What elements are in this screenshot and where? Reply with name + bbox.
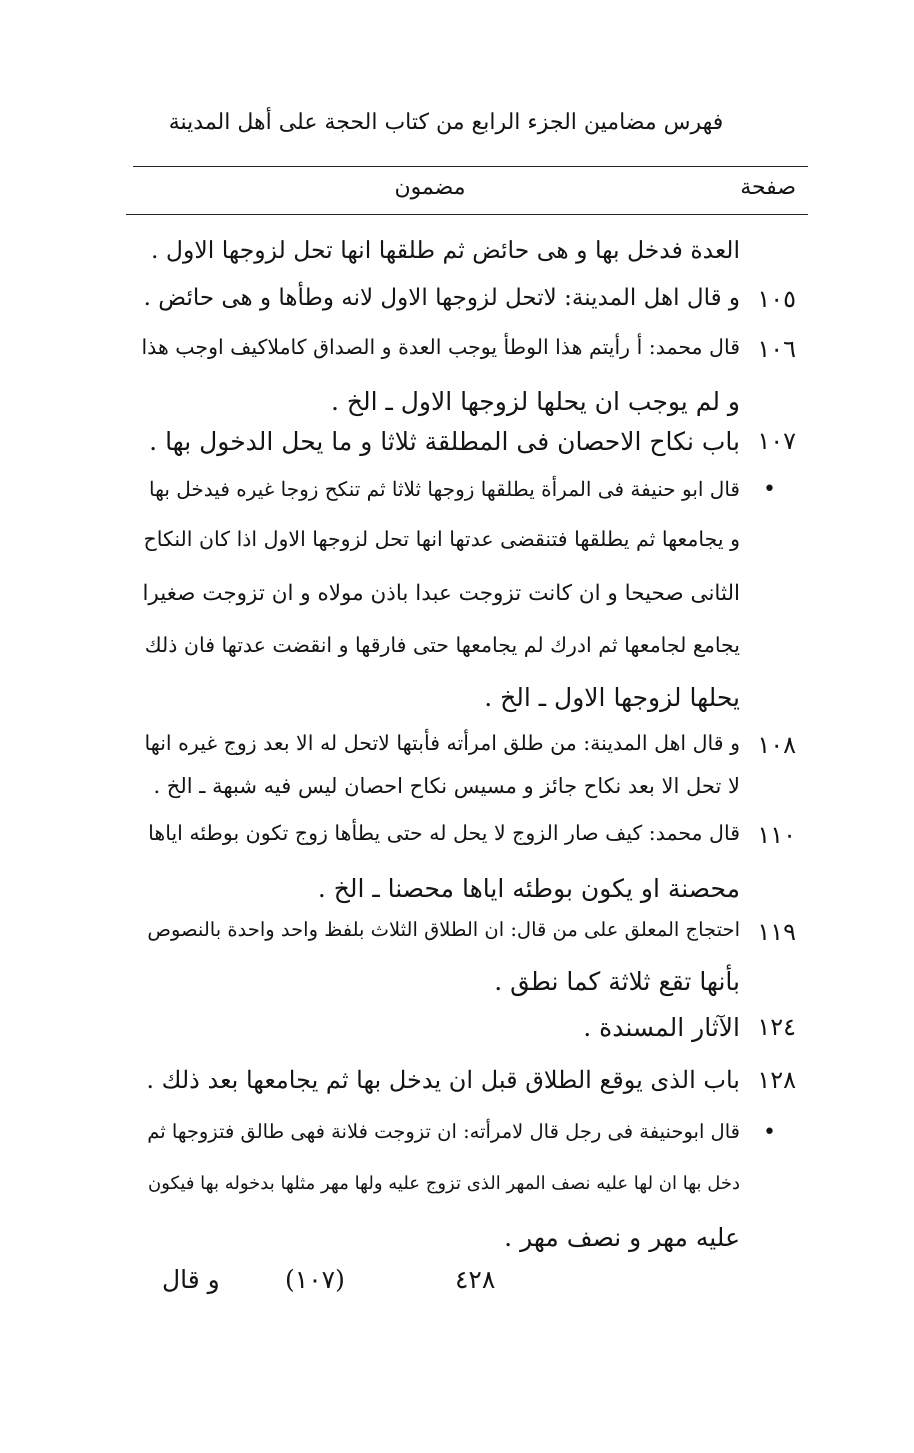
entry-text-line: و قال اهل المدينة: لاتحل لزوجها الاول لانه وطأها و هى حائض . (143, 285, 740, 311)
header-divider-bottom (126, 214, 808, 215)
entry-text-line: قال ابو حنيفة فى المرأة يطلقها زوجها ثلاثا ثم تنكح زوجا غيره فيدخل بها (149, 477, 740, 501)
entry-bullet: • (763, 1120, 776, 1145)
column-header-page: صفحة (740, 175, 796, 200)
entry-page-number: ١١٠ (757, 821, 796, 849)
entry-text-line: الثانى صحيحا و ان كانت تزوجت عبدا باذن مولاه و ان تزوجت صغيرا (142, 581, 740, 606)
entry-text-line: العدة فدخل بها و هى حائض ثم طلقها انها تحل لزوجها الاول . (150, 236, 740, 264)
entry-text-line: و لم يوجب ان يحلها لزوجها الاول ـ الخ . (330, 387, 740, 416)
entry-page-number: ١٢٨ (757, 1066, 796, 1094)
entry-page-number: ١٢٤ (757, 1013, 796, 1041)
volume-marker: (١٠٧) (285, 1265, 345, 1294)
entry-text-line: قال محمد: أ رأيتم هذا الوطأ يوجب العدة و الصداق كاملاكيف اوجب هذا (141, 335, 740, 359)
page-number: ٤٢٨ (455, 1265, 496, 1294)
entry-text-line: بأنها تقع ثلاثة كما نطق . (494, 967, 740, 996)
entry-page-number: ١١٩ (757, 918, 796, 946)
entry-text-line: الآثار المسندة . (583, 1013, 740, 1042)
entry-page-number: ١٠٧ (757, 427, 796, 455)
header-divider-top (133, 166, 808, 167)
entry-text-line: يجامع لجامعها ثم ادرك لم يجامعها حتى فارقها و انقضت عدتها فان ذلك (144, 633, 740, 657)
page-title: فهرس مضامين الجزء الرابع من كتاب الحجة على أهل المدينة (168, 110, 724, 135)
entry-bullet: • (763, 477, 776, 502)
entry-page-number: ١٠٨ (757, 731, 796, 759)
entry-text-line: باب نكاح الاحصان فى المطلقة ثلاثا و ما يحل الدخول بها . (149, 427, 740, 456)
entry-text-line: احتجاج المعلق على من قال: ان الطلاق الثلاث بلفظ واحد واحدة بالنصوص (147, 918, 740, 941)
entry-text-line: و قال اهل المدينة: من طلق امرأته فأبتها لاتحل له الا بعد زوج غيره انها (144, 731, 740, 755)
entry-text-line: يحلها لزوجها الاول ـ الخ . (484, 683, 740, 712)
column-header-content: مضمون (394, 175, 466, 200)
entry-text-line: محصنة او يكون بوطئه اياها محصنا ـ الخ . (317, 874, 740, 903)
entry-text-line: و يجامعها ثم يطلقها فتنقضى عدتها انها تحل لزوجها الاول اذا كان النكاح (143, 527, 740, 551)
entry-text-line: دخل بها ان لها عليه نصف المهر الذى تزوج عليه ولها مهر مثلها بدخوله بها فيكون (147, 1173, 740, 1194)
catchword: و قال (162, 1265, 220, 1294)
entry-text-line: عليه مهر و نصف مهر . (504, 1223, 740, 1252)
entry-text-line: قال محمد: كيف صار الزوج لا يحل له حتى يطأها زوج تكون بوطئه اياها (148, 821, 740, 845)
entry-text-line: لا تحل الا بعد نكاح جائز و مسيس نكاح احصان ليس فيه شبهة ـ الخ . (153, 774, 740, 798)
entry-page-number: ١٠٦ (757, 335, 796, 363)
entry-text-line: باب الذى يوقع الطلاق قبل ان يدخل بها ثم يجامعها بعد ذلك . (146, 1066, 740, 1094)
entry-text-line: قال ابوحنيفة فى رجل قال لامرأته: ان تزوجت فلانة فهى طالق فتزوجها ثم (147, 1120, 740, 1143)
entry-page-number: ١٠٥ (757, 285, 796, 313)
